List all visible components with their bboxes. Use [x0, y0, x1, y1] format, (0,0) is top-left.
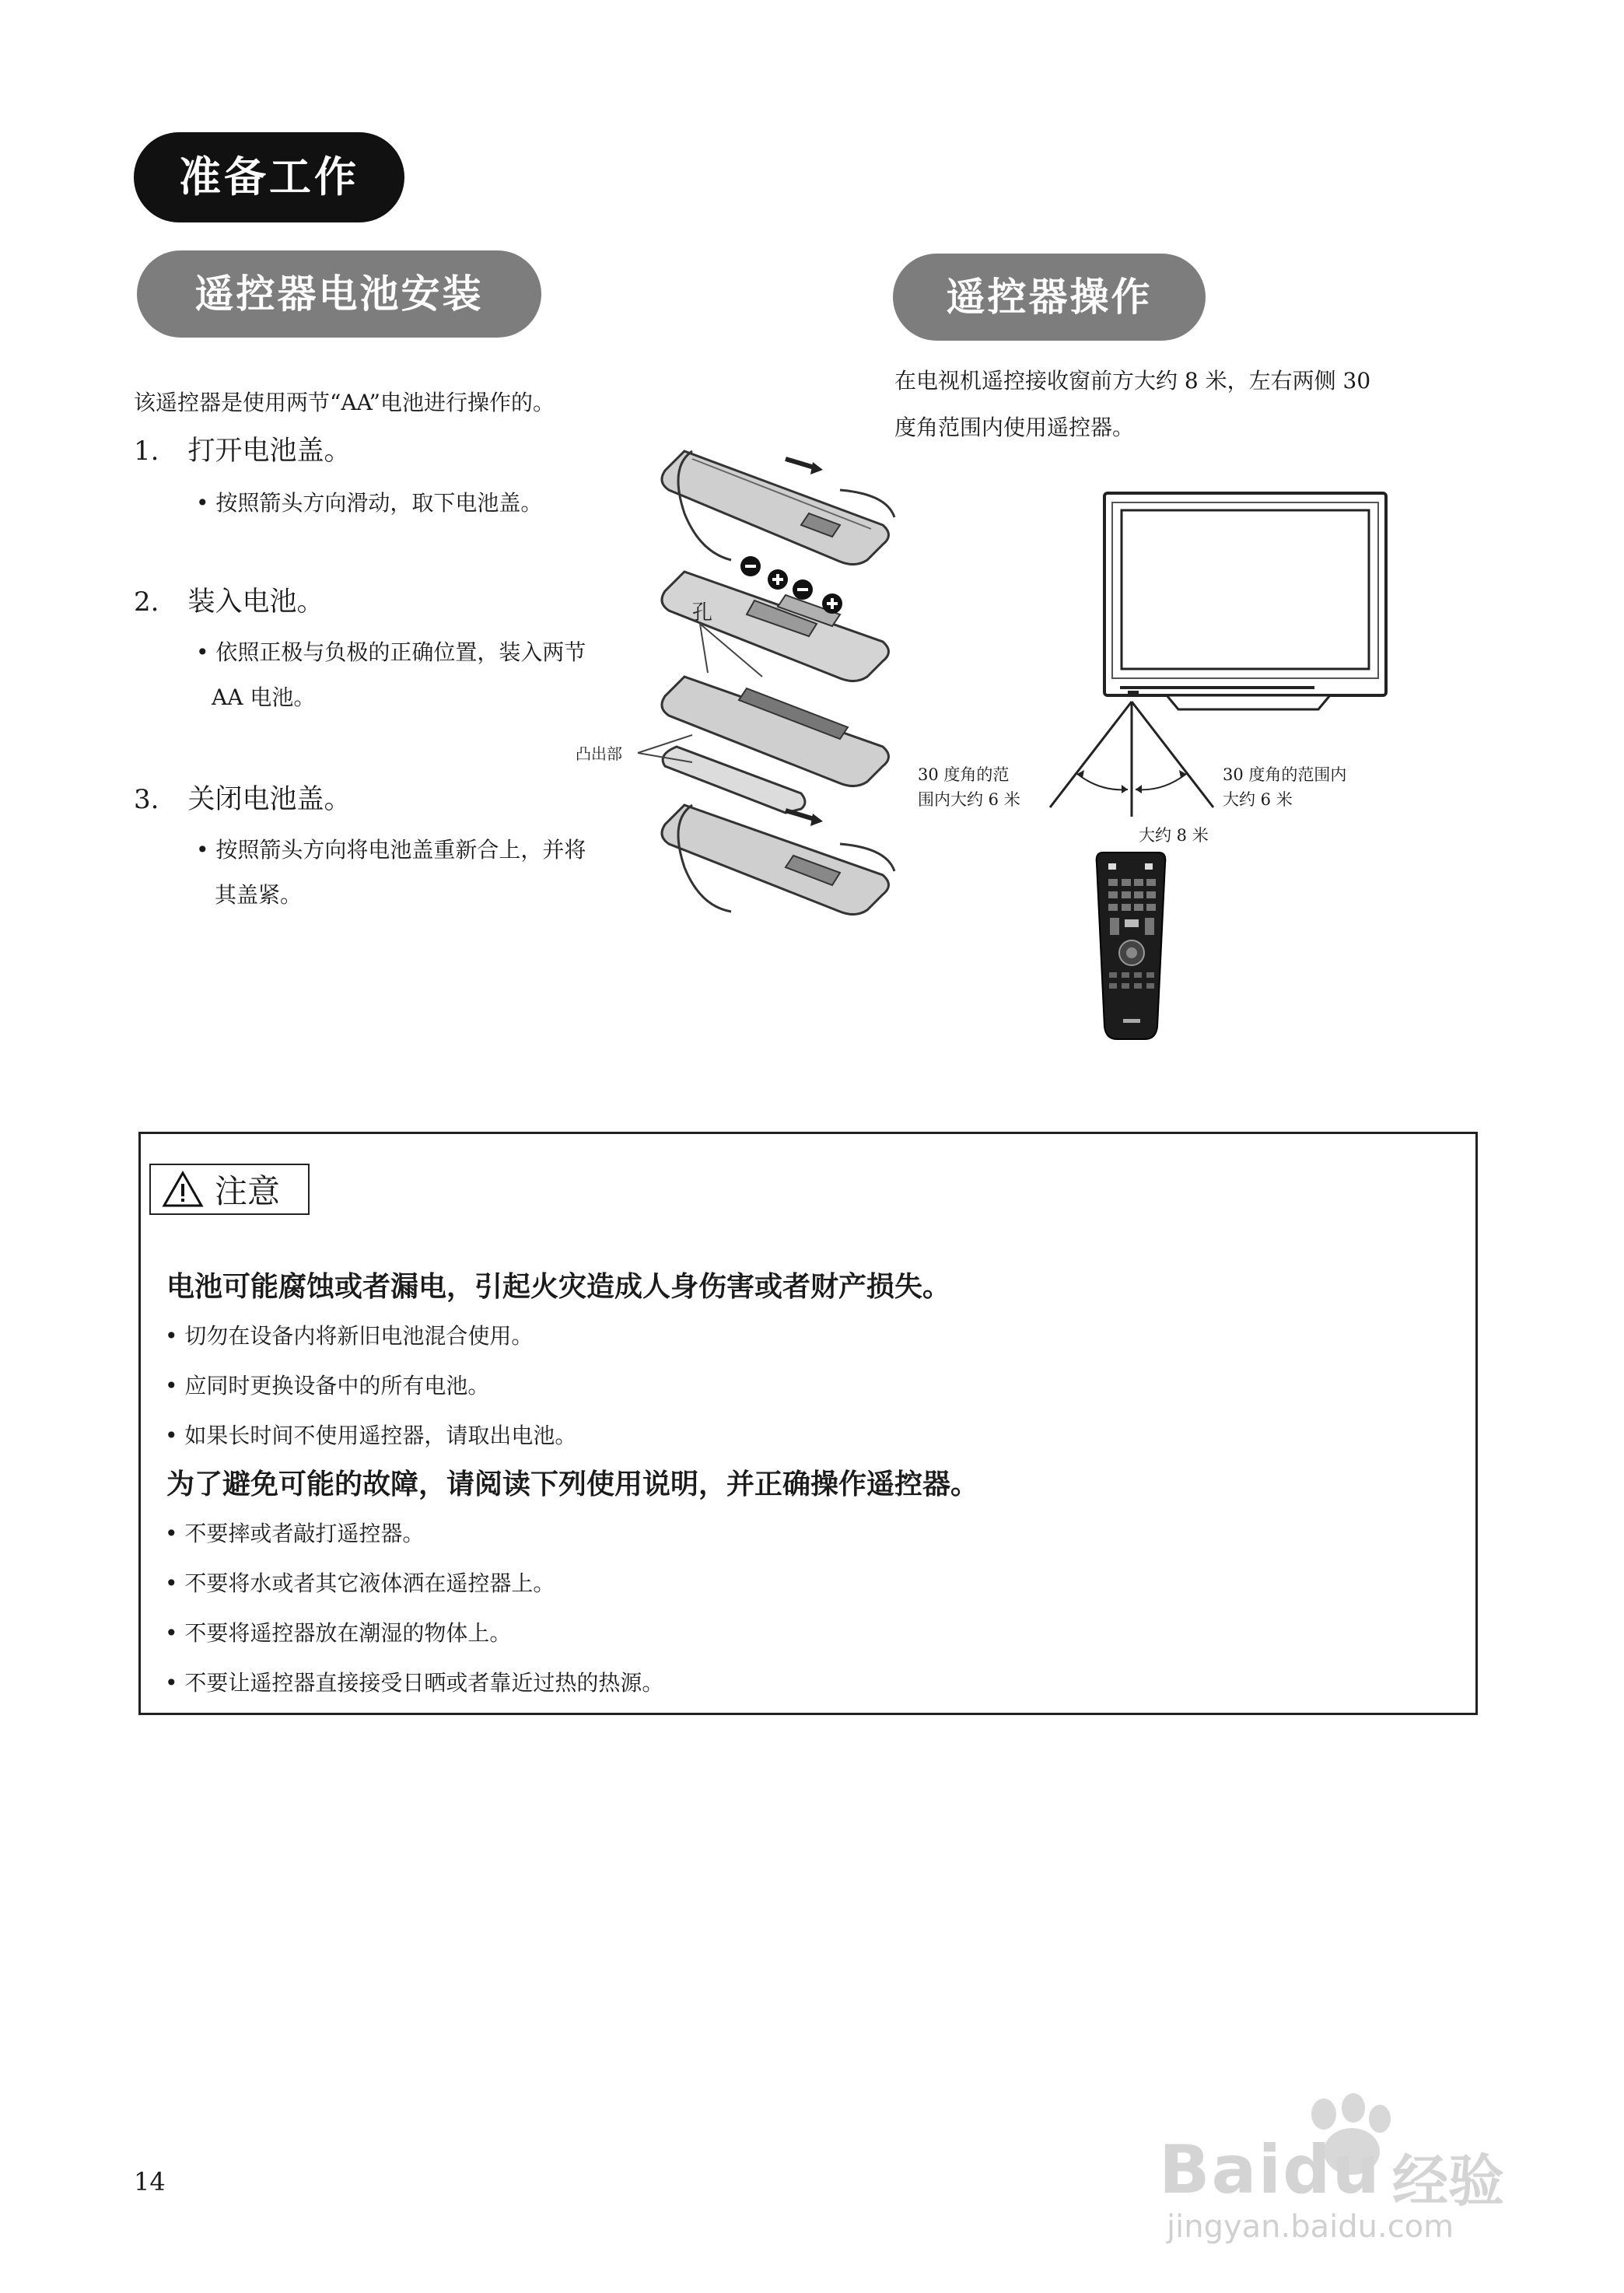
battery-step-1 [134, 429, 352, 468]
warning-icon [162, 1170, 204, 1209]
step-3-desc-line1: • 按照箭头方向将电池盖重新合上，并将 [196, 837, 586, 863]
battery-install-illustration [576, 420, 910, 918]
watermark-url: jingyan.baidu.com [1167, 2209, 1454, 2245]
caution-item: • 不要将水或者其它液体洒在遥控器上。 [165, 1570, 555, 1596]
step-title: 装入电池。 [187, 586, 324, 618]
left-angle-label-line2: 围内大约 6 米 [918, 790, 1020, 809]
remote-close-cover-figure [662, 805, 894, 915]
right-angle-label-line1: 30 度角的范围内 [1223, 765, 1347, 784]
battery-section-title: 遥控器电池安装 [137, 250, 541, 338]
step-2-desc-line1: • 依照正极与负极的正确位置，装入两节 [196, 639, 586, 665]
operation-desc-line2: 度角范围内使用遥控器。 [894, 415, 1135, 440]
left-angle-label [918, 762, 1020, 812]
watermark-product: 经验 [1392, 2148, 1505, 2214]
caution-item: • 切勿在设备内将新旧电池混合使用。 [165, 1323, 534, 1349]
right-angle-label-line2: 大约 6 米 [1223, 790, 1293, 809]
step-3-desc-line2: 其盖紧。 [215, 882, 303, 908]
operation-section-title: 遥控器操作 [893, 254, 1206, 341]
watermark-brand: Baidu [1159, 2131, 1381, 2209]
caution-item: • 如果长时间不使用遥控器，请取出电池。 [165, 1423, 577, 1448]
step-2-desc-line2: AA 电池。 [212, 684, 316, 710]
remote-control [1097, 852, 1166, 1039]
left-angle-label-line1: 30 度角的范 [918, 765, 1010, 784]
battery-step-2 [134, 580, 324, 619]
remote-open-cover-figure [662, 451, 894, 565]
step-1-desc: • 按照箭头方向滑动，取下电池盖。 [196, 490, 543, 516]
section-title: 准备工作 [134, 132, 404, 222]
remote-cover-figure [662, 677, 889, 813]
caution-heading-2: 为了避免可能的故障，请阅读下列使用说明，并正确操作遥控器。 [166, 1469, 979, 1500]
front-distance-label: 大约 8 米 [1139, 826, 1209, 845]
baidu-jingyan-watermark [1159, 2092, 1563, 2248]
caution-label-text: 注意 [215, 1172, 281, 1210]
caution-item: • 不要让遥控器直接接受日晒或者靠近过热的热源。 [165, 1670, 664, 1696]
step-title: 打开电池盖。 [187, 436, 352, 467]
hole-label: 孔 [692, 601, 713, 625]
tv-set [1104, 493, 1386, 709]
step-number: 1. [134, 436, 159, 467]
battery-intro: 该遥控器是使用两节“AA”电池进行操作的。 [134, 390, 555, 415]
caution-label [149, 1164, 310, 1215]
battery-step-3 [134, 778, 352, 817]
step-title: 关闭电池盖。 [187, 784, 352, 815]
step-number: 2. [134, 586, 159, 618]
page-number: 14 [134, 2167, 166, 2197]
caution-item: • 应同时更换设备中的所有电池。 [165, 1373, 490, 1399]
operation-desc-line1: 在电视机遥控接收窗前方大约 8 米，左右两侧 30 [894, 368, 1371, 394]
step-number: 3. [134, 784, 159, 815]
caution-item: • 不要将遥控器放在潮湿的物体上。 [165, 1620, 512, 1646]
caution-heading-1: 电池可能腐蚀或者漏电，引起火灾造成人身伤害或者财产损失。 [166, 1271, 951, 1303]
tab-label: 凸出部 [576, 744, 622, 763]
right-angle-label [1223, 762, 1346, 812]
caution-item: • 不要摔或者敲打遥控器。 [165, 1521, 425, 1546]
